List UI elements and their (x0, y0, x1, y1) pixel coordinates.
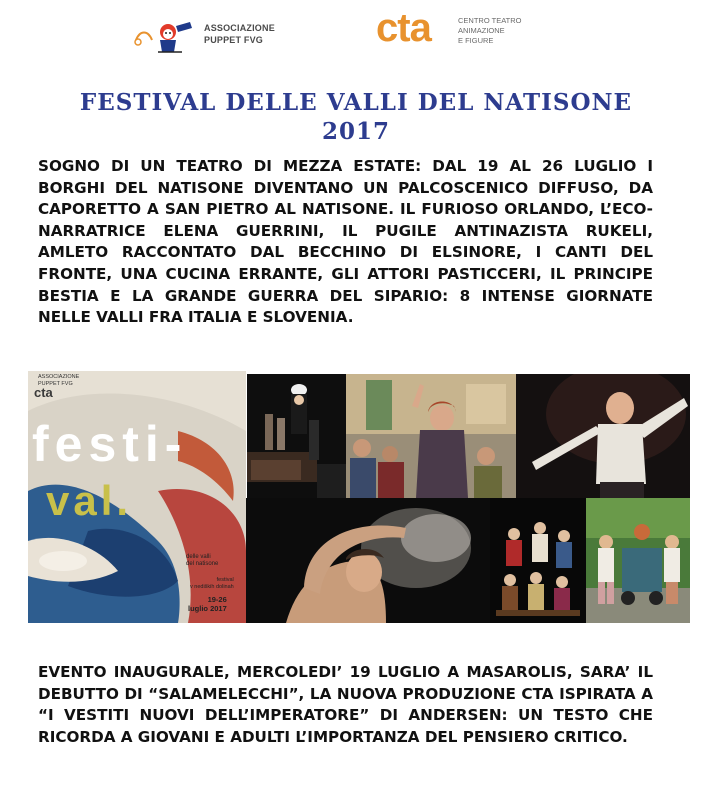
poster-logo-line2: PUPPET FVG (38, 380, 73, 387)
event-paragraph: EVENTO INAUGURALE, MERCOLEDI’ 19 LUGLIO A MASAROLIS, SARA’ IL DEBUTTO DI “SALAMELECCHI”, LA NUOVA PRODUZIONE CTA ISPIRATA A “I VESTITI NUOVI DELL’IMPERATORE” DI ANDERSEN: UN TESTO CHE RICORDA A GIOVANI E ADULTI L’IMPORTANZA DEL PENSIERO CRITICO. (38, 663, 653, 746)
puppet-fvg-logo (132, 16, 275, 56)
photo-outdoor-singer-image (346, 374, 516, 498)
poster-word-top: festi- (32, 416, 188, 472)
puppet-logo-line2: PUPPET FVG (204, 35, 264, 45)
photo-marionettes (490, 498, 586, 623)
title-line-1: FESTIVAL DELLE VALLI DEL NATISONE (79, 89, 633, 116)
poster-subtitle-2: del natisone (186, 561, 219, 567)
puppet-logo-icon (132, 18, 198, 54)
photo-flour-performer-image (246, 498, 490, 623)
photo-food-cart-image (586, 498, 690, 623)
cta-logo-word: cta (376, 6, 431, 50)
poster-subtitle-slovenian (190, 577, 234, 590)
poster-dates-1: 19-26 (207, 595, 227, 604)
cta-logo (376, 6, 536, 58)
cta-logo-line1: CENTRO TEATRO (458, 16, 522, 25)
photo-puppet-stage-image (247, 374, 346, 498)
poster-subtitle-3: festival (216, 577, 234, 583)
poster-dates-2: luglio 2017 (188, 604, 227, 613)
cta-logo-text (458, 16, 521, 46)
photo-dancing-actor (516, 374, 690, 498)
page-title (30, 88, 682, 146)
photo-dancing-actor-image (516, 374, 690, 498)
photo-puppet-stage (247, 374, 346, 498)
cta-logo-line2: ANIMAZIONE (458, 26, 505, 35)
title-line-2: 2017 (321, 118, 390, 145)
puppet-logo-line1: ASSOCIAZIONE (204, 23, 275, 33)
poster-subtitle (186, 554, 218, 568)
photo-flour-performer (246, 498, 490, 623)
photo-food-cart (586, 498, 690, 623)
intro-paragraph: SOGNO DI UN TEATRO DI MEZZA ESTATE: DAL 19 AL 26 LUGLIO I BORGHI DEL NATISONE DIVENTANO UN PALCOSCENICO DIFFUSO, DA CAPORETTO A SAN PIETRO AL NATISONE. IL FURIOSO ORLANDO, L’ECO-NARRATRICE ELENA GUERRINI, IL PUGILE ANTINAZISTA RUKELI, AMLETO RACCONTATO DAL BECCHINO DI ELSINORE, I CANTI DEL FRONTE, UNA CUCINA ERRANTE, GLI ATTORI PASTICCERI, IL PRINCIPE BESTIA E LA GRANDE GUERRA DEL SIPARIO: 8 INTENSE GIORNATE NELLE VALLI FRA ITALIA E SLOVENIA. (38, 157, 653, 327)
poster-subtitle-4: v nediških dolinah (190, 583, 234, 590)
puppet-logo-text (204, 22, 275, 46)
poster-logo-word: cta (34, 385, 53, 400)
poster-dates (188, 595, 227, 613)
poster-subtitle-1: delle valli (186, 554, 211, 560)
poster-word-bottom: val. (46, 477, 133, 524)
cta-logo-line3: E FIGURE (458, 36, 494, 45)
photo-outdoor-singer (346, 374, 516, 498)
festival-poster (28, 371, 246, 623)
photo-marionettes-image (490, 498, 586, 623)
poster-logo-line1: ASSOCIAZIONE (38, 374, 80, 380)
